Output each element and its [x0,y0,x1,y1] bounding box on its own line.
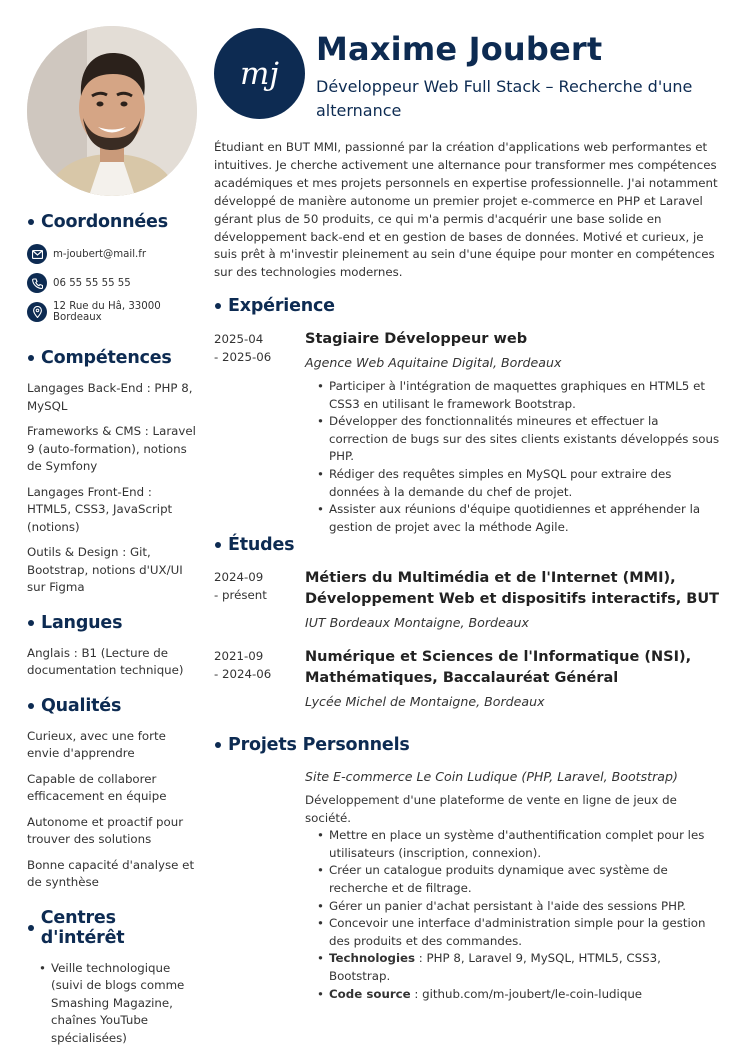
bullet-dot [28,620,34,626]
source-link[interactable]: : github.com/m-joubert/le-coin-ludique [410,986,643,1001]
date-end: - présent [214,587,267,602]
technologies-value: : PHP 8, Laravel 9, MySQL, HTML5, CSS3, Bootstrap. [329,951,661,983]
education-degree: Numérique et Sciences de l'Informatique (NSI), Mathématiques, Baccalauréat Général [305,649,692,686]
quality-item: Capable de collaborer efficacement en équipe [27,771,167,803]
project-bullet: • Créer un catalogue produits dynamique avec système de recherche et de filtrage. [329,862,720,897]
education-body [305,647,720,711]
date-start: 2024-09 [214,570,264,584]
profile-summary: Étudiant en BUT MMI, passionné par la création d'applications web performantes et intuitives. Je cherche activement une alternance pour transformer mes compétences académiques et mes projets personnels en expertise professionnelle. J'ai notamment développé de manière autonome un premier projet e-commerce en PHP et Laravel gérant plus de 50 produits, ce qui m'a permis d'acquérir une base solide en développement back-end et en gestion de bases de données. Motivé et curieux, je suis prêt à m'investir pleinement au sein d'une équipe pour monter en compétences sur des technologies modernes. [214,140,718,280]
quality-item: Curieux, avec une forte envie d'apprendre [27,728,166,760]
qualities-list [27,728,199,892]
date-start: 2021-09 [214,649,264,663]
interests-section-title [27,908,199,948]
experience-section-title [214,296,335,316]
contact-phone[interactable] [27,273,199,293]
project-bullets [317,827,720,1003]
contact-address [27,302,199,322]
date-end: - 2024-06 [214,666,272,681]
languages-title-text: Langues [41,612,123,633]
monogram-badge [214,28,305,119]
experience-org: Agence Web Aquitaine Digital, Bordeaux [305,355,562,370]
education-date [214,648,294,683]
interests-list [39,960,199,1048]
interest-item: • Veille technologique (suivi de blogs comme Smashing Magazine, chaînes YouTube spécialisées) [51,960,199,1048]
interests-title-text: Centres d'intérêt [40,907,125,948]
date-end: - 2025-06 [214,349,272,364]
education-school: Lycée Michel de Montaigne, Bordeaux [305,694,545,709]
education-date [214,569,294,604]
experience-bullet: • Assister aux réunions d'équipe quotidiennes et appréhender la gestion de projet avec la méthode Agile. [329,501,720,536]
project-bullet: • Concevoir une interface d'administration simple pour la gestion des produits et des commandes. [329,915,720,950]
education-section-title [214,535,294,555]
monogram-text: mj [239,55,279,92]
bullet-dot [215,542,221,548]
language-item: Anglais : B1 (Lecture de documentation technique) [27,645,184,677]
contact-list [27,244,199,322]
sidebar [27,26,199,1047]
experience-bullet: • Rédiger des requêtes simples en MySQL pour extraire des données à la demande du chef de projet. [329,466,720,501]
education-title-text: Études [228,535,295,555]
education-body [305,568,720,632]
education-degree: Métiers du Multimédia et de l'Internet (MMI), Développement Web et dispositifs interactifs, BUT [305,570,719,607]
contact-email[interactable] [27,244,199,264]
contact-section-title [27,212,199,232]
quality-item: Autonome et proactif pour trouver des solutions [27,814,184,846]
bullet-dot [215,742,221,748]
languages-list [27,645,199,680]
experience-title-text: Expérience [228,296,335,316]
phone-text[interactable]: 06 55 55 55 55 [53,277,131,289]
project-source[interactable] [329,986,720,1004]
date-start: 2025-04 [214,332,264,346]
technologies-label: Technologies [329,951,416,966]
bullet-dot [28,219,34,225]
project-bullet: • Mettre en place un système d'authentification complet pour les utilisateurs (inscription, connexion). [329,827,720,862]
projects-section-title [214,735,410,755]
profile-photo [27,26,197,196]
bullet-dot [215,303,221,309]
experience-role: Stagiaire Développeur web [305,331,528,347]
project-bullet: • Gérer un panier d'achat persistant à l'aide des sessions PHP. [329,898,720,916]
job-title: Développeur Web Full Stack – Recherche d'une alternance [316,77,693,120]
skills-list [27,380,199,597]
bullet-dot [28,925,34,931]
skill-item: Langages Back-End : PHP 8, MySQL [27,381,193,413]
project-name: Site E-commerce Le Coin Ludique (PHP, Laravel, Bootstrap) [305,769,678,784]
experience-bullets [317,378,720,536]
project-description: Développement d'une plateforme de vente en ligne de jeux de société. [305,793,677,825]
bullet-dot [28,355,34,361]
phone-icon [27,273,47,293]
skill-item: Frameworks & CMS : Laravel 9 (auto-formation), notions de Symfony [27,424,196,473]
skill-item: Langages Front-End : HTML5, CSS3, JavaScript (notions) [27,484,173,534]
project-body [305,768,720,1003]
mail-icon [27,244,47,264]
address-text: 12 Rue du Hâ, 33000 Bordeaux [53,301,161,323]
email-text[interactable]: m-joubert@mail.fr [53,248,147,260]
source-label: Code source [329,986,411,1001]
skills-title-text: Compétences [41,348,172,368]
projects-title-text: Projets Personnels [228,735,410,755]
qualities-section-title [27,696,199,716]
skills-section-title [27,348,199,368]
experience-date [214,331,294,366]
languages-section-title [27,613,199,633]
experience-bullet: • Participer à l'intégration de maquettes graphiques en HTML5 et CSS3 en utilisant le framework Bootstrap. [329,378,720,413]
bullet-dot [28,703,34,709]
contact-title-text: Coordonnées [41,212,168,232]
profile-photo-illustration [27,26,197,196]
location-pin-icon [27,302,47,322]
project-technologies [329,950,720,985]
quality-item: Bonne capacité d'analyse et de synthèse [27,857,195,889]
experience-body [305,329,720,536]
skill-item: Outils & Design : Git, Bootstrap, notions d'UX/UI sur Figma [27,545,183,594]
qualities-title-text: Qualités [41,695,122,716]
candidate-name: Maxime Joubert [316,30,603,68]
education-school: IUT Bordeaux Montaigne, Bordeaux [305,615,529,630]
experience-bullet: • Développer des fonctionnalités mineures et effectuer la correction de bugs sur des sites clients existants développés sous PHP. [329,413,720,466]
